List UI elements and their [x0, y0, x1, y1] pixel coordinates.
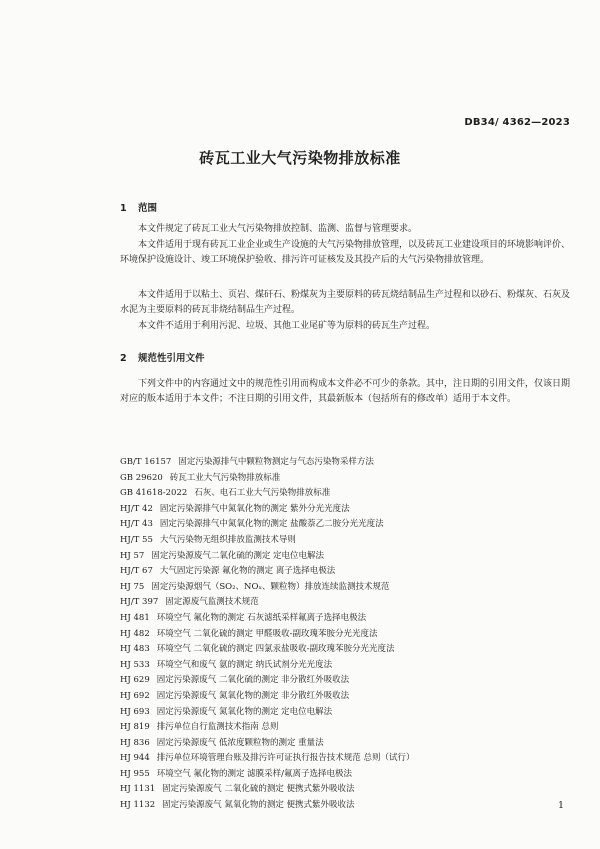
reference-code: HJ 1131: [120, 784, 156, 795]
page-number: 1: [557, 800, 564, 811]
reference-title: 固定污染源烟气（SO₂、NOₓ、颗粒物）排放连续监测技术规范: [151, 581, 390, 592]
reference-code: HJ 692: [120, 690, 150, 701]
reference-item: [120, 595, 572, 611]
reference-code: HJ/T 43: [120, 519, 153, 530]
reference-code: HJ 533: [120, 659, 150, 670]
reference-item: [120, 798, 572, 814]
reference-code: HJ 693: [120, 706, 150, 717]
reference-title: 砖瓦工业大气污染物排放标准: [169, 472, 281, 483]
reference-item: [120, 580, 572, 596]
reference-title: 大气固定污染源 氟化物的测定 离子选择电极法: [159, 566, 336, 577]
reference-title: 环境空气 氟化物的测定 滤膜采样/氟离子选择电极法: [156, 768, 353, 779]
reference-item: [120, 642, 572, 658]
reference-title: 固定污染源废气 二氧化硫的测定 非分散红外吸收法: [156, 675, 350, 686]
reference-code: HJ/T 67: [120, 566, 153, 577]
reference-title: 固定污染源废气 氮氧化物的测定 定电位电解法: [156, 706, 333, 717]
reference-item: [120, 736, 572, 752]
document-title: 砖瓦工业大气污染物排放标准: [199, 149, 401, 167]
reference-item: [120, 782, 572, 798]
section-title: 规范性引用文件: [138, 353, 205, 364]
reference-title: 排污单位自行监测技术指南 总则: [156, 722, 279, 733]
reference-list: [120, 455, 572, 814]
reference-title: 环境空气 二氧化硫的测定 四氯汞盐吸收-副玫瑰苯胺分光光度法: [156, 644, 395, 655]
reference-code: HJ 483: [120, 644, 150, 655]
reference-code: HJ/T 397: [120, 597, 159, 608]
reference-item: [120, 455, 572, 471]
reference-title: 固定源废气监测技术规范: [165, 597, 259, 608]
reference-code: GB 29620: [120, 472, 163, 483]
reference-title: 环境空气 二氧化硫的测定 甲醛吸收-副玫瑰苯胺分光光度法: [156, 628, 378, 639]
reference-title: 环境空气和废气 氨的测定 纳氏试剂分光光度法: [156, 659, 333, 670]
reference-code: HJ 75: [120, 581, 145, 592]
standard-code: DB34/ 4362—2023: [464, 117, 570, 128]
reference-code: HJ/T 42: [120, 503, 153, 514]
reference-title: 固定污染源排气中氮氧化物的测定 盐酸萘乙二胺分光光度法: [159, 519, 384, 530]
scope-paragraph: 本文件规定了砖瓦工业大气污染物排放控制、监测、监督与管理要求。: [138, 224, 418, 234]
scope-paragraph: 本文件适用于现有砖瓦工业企业或生产设施的大气污染物排放管理，以及砖瓦工业建设项目的环境影响评价、环境保护设施设计、竣工环境保护验收、排污许可证核发及其投产后的大气污染物排放管理。: [120, 240, 571, 265]
reference-item: [120, 549, 572, 565]
reference-title: 固定污染源废气二氧化硫的测定 定电位电解法: [151, 550, 325, 561]
reference-item: [120, 673, 572, 689]
reference-title: 固定污染源废气 二氧化硫的测定 便携式紫外吸收法: [162, 784, 355, 795]
section-heading-normative-refs: [120, 350, 205, 364]
reference-item: [120, 564, 572, 580]
reference-code: GB/T 16157: [120, 457, 172, 467]
section-heading-scope: [120, 200, 157, 214]
reference-item: [120, 533, 572, 549]
reference-code: HJ 57: [120, 550, 145, 561]
reference-code: HJ 1132: [120, 800, 156, 811]
reference-title: 石灰、电石工业大气污染物排放标准: [194, 488, 331, 499]
reference-item: [120, 471, 572, 487]
reference-code: HJ 482: [120, 628, 150, 639]
reference-title: 固定污染源废气 氮氧化物的测定 便携式紫外吸收法: [162, 800, 355, 811]
reference-title: 环境空气 氟化物的测定 石灰滤纸采样氟离子选择电极法: [156, 612, 367, 623]
reference-title: 固定污染源排气中氮氧化物的测定 紫外分光光度法: [159, 503, 350, 514]
reference-item: [120, 720, 572, 736]
reference-title: 大气污染物无组织排放监测技术导则: [159, 534, 296, 545]
reference-item: [120, 658, 572, 674]
reference-item: [120, 486, 572, 502]
reference-item: [120, 705, 572, 721]
reference-code: HJ 944: [120, 753, 150, 764]
reference-code: GB 41618-2022: [120, 488, 188, 499]
reference-code: HJ 481: [120, 612, 150, 623]
reference-item: [120, 627, 572, 643]
reference-code: HJ/T 55: [120, 534, 153, 545]
reference-title: 固定污染源废气 氮氧化物的测定 非分散红外吸收法: [156, 690, 350, 701]
reference-item: [120, 751, 572, 767]
reference-title: 固定污染源排气中颗粒物测定与气态污染物采样方法: [178, 457, 374, 467]
section-title: 范围: [138, 203, 158, 214]
reference-item: [120, 502, 572, 518]
reference-code: HJ 836: [120, 737, 150, 748]
scope-paragraph: 本文件不适用于利用污泥、垃圾、其他工业尾矿等为原料的砖瓦生产过程。: [138, 321, 436, 331]
reference-item: [120, 517, 572, 533]
reference-item: [120, 767, 572, 783]
reference-item: [120, 689, 572, 705]
normative-refs-intro: 下列文件中的内容通过文中的规范性引用而构成本文件必不可少的条款。其中，注日期的引用文件，仅该日期对应的版本适用于本文件；不注日期的引用文件，其最新版本（包括所有的修改单）适用于本文件。: [120, 379, 571, 404]
reference-code: HJ 819: [120, 722, 150, 733]
reference-code: HJ 955: [120, 768, 150, 779]
reference-title: 排污单位环境管理台账及排污许可证执行报告技术规范 总则（试行）: [156, 753, 415, 764]
reference-item: [120, 611, 572, 627]
reference-title: 固定污染源废气 低浓度颗粒物的测定 重量法: [156, 737, 324, 748]
scope-paragraph: 本文件适用于以粘土、页岩、煤矸石、粉煤灰为主要原料的砖瓦烧结制品生产过程和以砂石、粉煤灰、石灰及水泥为主要原料的砖瓦非烧结制品生产过程。: [120, 290, 571, 315]
reference-code: HJ 629: [120, 675, 150, 686]
section-number: 1: [120, 203, 127, 214]
section-number: 2: [120, 353, 127, 364]
